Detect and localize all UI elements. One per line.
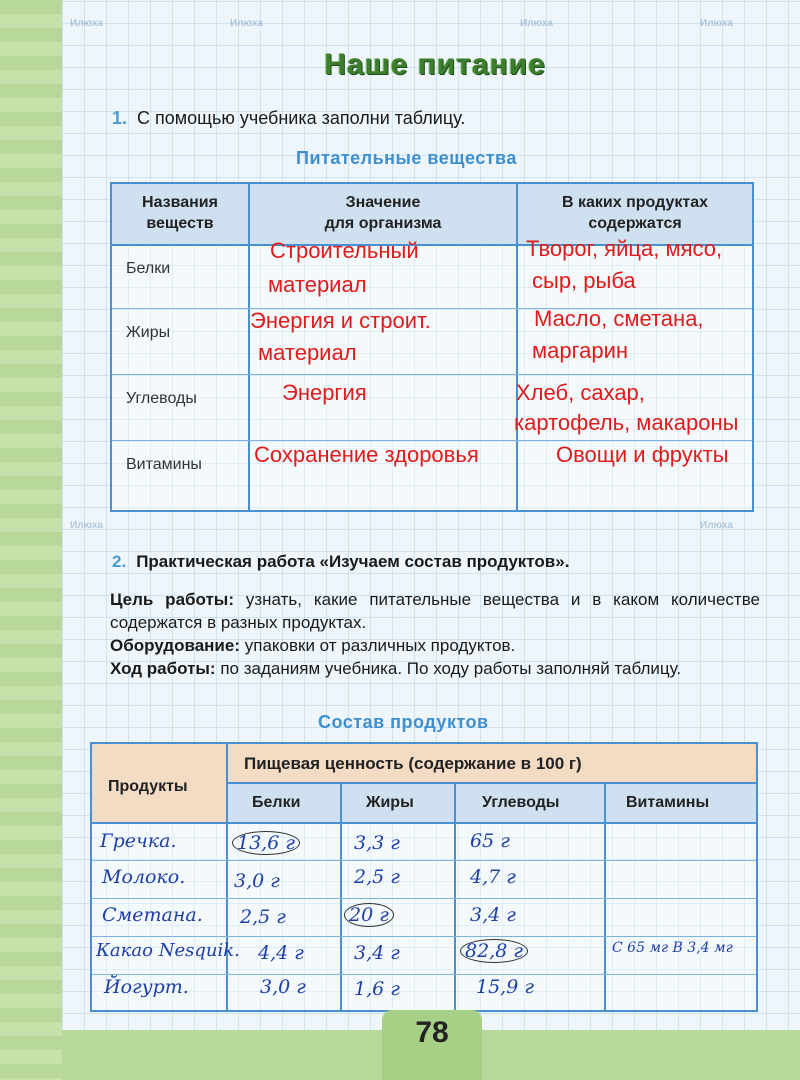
handwritten-answer: Строительный <box>270 238 419 263</box>
header-nutrition: Пищевая ценность (содержание в 100 г) <box>244 754 582 773</box>
watermark: Илюха <box>230 18 263 29</box>
row-divider <box>92 974 756 975</box>
watermark: Илюха <box>70 18 103 29</box>
row-divider <box>92 936 756 937</box>
row-divider <box>92 898 756 899</box>
handwritten-answer: картофель, макароны <box>514 410 739 435</box>
table-caption: Питательные вещества <box>296 148 517 168</box>
handwritten-answer: Масло, сметана, <box>534 306 704 331</box>
row-divider <box>112 440 752 441</box>
watermark: Илюха <box>700 18 733 29</box>
goal-paragraph <box>110 588 760 634</box>
row-divider <box>92 860 756 861</box>
row-divider <box>92 822 756 824</box>
row-divider <box>226 782 756 784</box>
watermark: Илюха <box>70 520 103 531</box>
watermark: Илюха <box>520 18 553 29</box>
circled-value: 13,6 г <box>232 831 300 855</box>
handwritten-product: Сметана. <box>102 904 203 926</box>
column-divider <box>604 782 606 1010</box>
substance-name: Углеводы <box>126 390 197 407</box>
row-divider <box>112 374 752 375</box>
progress-label: Ход работы: <box>110 659 216 678</box>
header-carbs: Углеводы <box>482 794 560 811</box>
circled-value: 82,8 г <box>460 939 528 963</box>
equipment-text: упаковки от различных продуктов. <box>244 636 516 655</box>
task-number: 1. <box>112 108 128 128</box>
handwritten-product: Молоко. <box>102 866 186 888</box>
handwritten-value: 3,0 г <box>260 976 306 998</box>
handwritten-answer: сыр, рыба <box>532 268 636 293</box>
header-meaning: Значение для организма <box>324 194 442 232</box>
product-composition-table <box>90 742 758 1012</box>
handwritten-answer: материал <box>268 272 367 297</box>
task-text: Практическая работа «Изучаем состав продуктов». <box>136 552 570 571</box>
page-title: Наше питание <box>324 48 546 81</box>
equipment-label: Оборудование: <box>110 636 240 655</box>
handwritten-value: 3,4 г <box>354 942 400 964</box>
handwritten-product: Какао Nesquik. <box>96 940 240 961</box>
header-products: В каких продуктах содержатся <box>562 194 708 232</box>
handwritten-answer: материал <box>258 340 357 365</box>
handwritten-value <box>232 832 300 854</box>
handwritten-value: 4,7 г <box>470 866 516 888</box>
header-fat: Жиры <box>366 794 414 811</box>
circled-value: 20 г <box>344 903 394 927</box>
handwritten-value: 3,3 г <box>354 832 400 854</box>
column-divider <box>340 782 342 1010</box>
handwritten-answer: Овощи и фрукты <box>556 442 729 467</box>
handwritten-value: 2,5 г <box>240 906 286 928</box>
task-number: 2. <box>112 552 127 571</box>
handwritten-answer: Энергия и строит. <box>250 308 431 333</box>
task-2-title <box>112 552 569 572</box>
substance-name: Витамины <box>126 456 202 473</box>
header-vitamins: Витамины <box>626 794 710 811</box>
handwritten-answer: Хлеб, сахар, <box>516 380 645 405</box>
handwritten-value: 3,0 г <box>234 870 280 892</box>
goal-label: Цель работы: <box>110 590 234 609</box>
handwritten-value: 2,5 г <box>354 866 400 888</box>
page-margin-strip <box>0 0 62 1080</box>
handwritten-product: Йогурт. <box>104 976 189 998</box>
handwritten-answer: Творог, яйца, мясо, <box>526 236 723 261</box>
handwritten-value: 3,4 г <box>470 904 516 926</box>
goal-text: узнать, какие питательные вещества и в каком количестве содержатся в разных продуктах. <box>110 590 761 632</box>
handwritten-value: 1,6 г <box>354 978 400 1000</box>
column-divider <box>454 782 456 1010</box>
substance-name: Белки <box>126 260 171 277</box>
handwritten-vitamins: C 65 мг B 3,4 мг <box>612 940 733 956</box>
handwritten-value <box>460 940 528 962</box>
watermark: Илюха <box>700 520 733 531</box>
handwritten-value: 65 г <box>470 830 510 852</box>
page-number: 78 <box>415 1016 449 1049</box>
progress-paragraph <box>110 657 760 680</box>
handwritten-value: 15,9 г <box>476 976 534 998</box>
progress-text: по заданиям учебника. По ходу работы заполняй таблицу. <box>220 659 682 678</box>
substance-name: Жиры <box>126 324 171 341</box>
header-products: Продукты <box>108 778 188 795</box>
handwritten-answer: Энергия <box>282 380 367 405</box>
equipment-paragraph <box>110 634 760 657</box>
handwritten-answer: Сохранение здоровья <box>254 442 479 467</box>
table-caption: Состав продуктов <box>318 712 489 732</box>
handwritten-answer: маргарин <box>532 338 629 363</box>
handwritten-product: Гречка. <box>100 830 177 852</box>
header-substance-names: Названия веществ <box>142 194 218 232</box>
header-protein: Белки <box>252 794 301 811</box>
task-1-instruction <box>112 108 465 129</box>
task-text: С помощью учебника заполни таблицу. <box>137 108 466 128</box>
handwritten-value: 4,4 г <box>258 942 304 964</box>
handwritten-value <box>344 904 394 926</box>
